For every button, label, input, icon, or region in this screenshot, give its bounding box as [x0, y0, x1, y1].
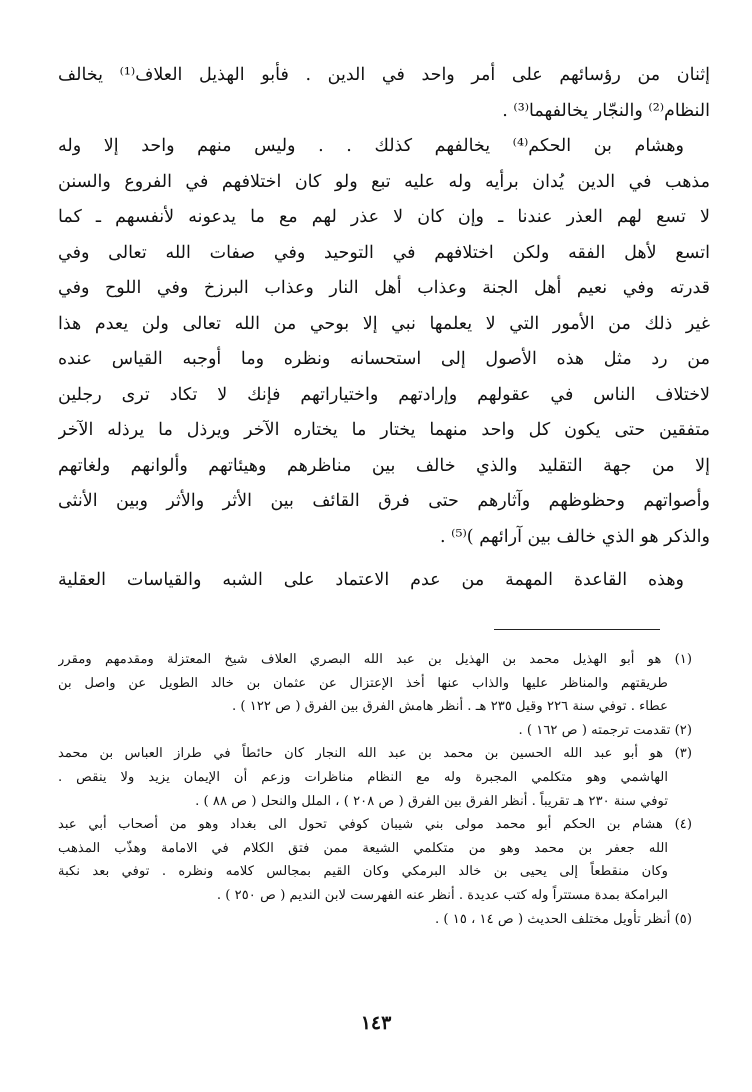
- footnote-separator: [494, 629, 660, 630]
- footnote-line: البرامكة بمدة مستتراً وله كتب عديدة . أنظر عنه الفهرست لابن النديم ( ص ٢٥٠ ) .: [216, 887, 668, 903]
- text-line: وهذه القاعدة المهمة من عدم الاعتماد على الشبه والقياسات العقلية: [58, 570, 684, 590]
- footnote-line: (٥) أنظر تأويل مختلف الحديث ( ص ١٤ ، ١٥ ) .: [435, 911, 692, 927]
- text-line: مذهب في الدين يُدان برأيه وله عليه تبع ولو كان اختلافهم في الفروع والسنن: [58, 171, 710, 192]
- footnote-line: الهاشمي وهو متكلمي المجبرة وله مع النظام مناظرات وزعم أن الإيمان يزيد ولا ينقص .: [58, 769, 668, 785]
- footnote-line: توفي سنة ٢٣٠ هـ تقريباً . أنظر الفرق بين الفرق ( ص ٢٠٨ ) ، الملل والنحل ( ص ٨٨ ) .: [195, 793, 668, 809]
- text-line: غير ذلك من الأمور التي لا يعلمها نبي إلا بوحي من الله تعالى ولن يعدم هذا: [58, 313, 710, 334]
- text-line: إثنان من رؤسائهم على أمر واحد في الدين . فأبو الهذيل العلاف⁽¹⁾ يخالف: [58, 65, 710, 85]
- footnote-line: الله جعفر بن محمد وهو من متكلمي الشيعة ممن فتق الكلام في الامامة وهذّب المذهب: [58, 840, 668, 856]
- text-line: إلا من جهة التقليد والذي خالف بين مناظرهم وهيئاتهم وألوانهم ولغاتهم: [58, 455, 710, 476]
- text-line: قدرته وفي نعيم أهل الجنة وعذاب أهل النار وعذاب البرزخ وفي اللوح وفي: [58, 278, 710, 298]
- footnote-line: (٤) هشام بن الحكم أبو محمد مولى بني شيبان كوفي تحول الى بغداد وهو من أصحاب أبي عبد: [58, 817, 692, 833]
- text-line: متفقين حتى يكون كل واحد منهما يختار ما يختاره الآخر ويرذل ما يرذله الآخر: [58, 420, 710, 440]
- footnote-line: (٣) هو أبو عبد الله الحسين بن محمد بن عبد الله النجار كان حائطاً في طراز العباس بن محمد: [58, 746, 692, 762]
- footnote-line: (٢) تقدمت ترجمته ( ص ١٦٢ ) .: [518, 722, 692, 738]
- page-number: ١٤٣: [360, 1012, 392, 1034]
- text-line: لا تسع لهم العذر عندنا ـ وإن كان لا عذر لهم مع ما يدعونه لأنفسهم ـ كما: [58, 207, 710, 227]
- footnote-line: عطاء . توفي سنة ٢٢٦ وقيل ٢٣٥ هـ . أنظر هامش الفرق بين الفرق ( ص ١٢٢ ) .: [232, 699, 668, 715]
- footnote-line: (١) هو أبو الهذيل محمد بن الهذيل بن عبد الله البصري العلاف شيخ المعتزلة ومقدمهم ومقرر: [58, 652, 692, 667]
- text-line: النظام⁽²⁾ والنجّار يخالفهما⁽³⁾ .: [502, 100, 710, 121]
- footnotes: [58, 648, 692, 931]
- footnote-line: وكان منقطعاً إلى يحيى بن خالد البرمكي وكان القيم بمجالس كلامه ونظره . توفي بعد نكبة: [58, 864, 668, 880]
- text-line: من رد مثل هذه الأصول إلى استحسانه ونظره وما أوجبه القياس عنده: [58, 349, 710, 369]
- main-text: [58, 58, 710, 599]
- text-line: وهشام بن الحكم⁽⁴⁾ يخالفهم كذلك . . وليس منهم واحد إلا وله: [58, 136, 684, 156]
- text-line: لاختلاف الناس في عقولهم وإرادتهم واختياراتهم فإنك لا تكاد ترى رجلين: [58, 384, 710, 405]
- text-line: اتسع لأهل الفقه ولكن اختلافهم في التوحيد وفي صفات الله تعالى وفي: [58, 242, 710, 263]
- footnote-line: طريقتهم والمناظر عليها والذاب عنها أخذ الإعتزال عن عثمان بن خالد الطويل عن واصل بن: [58, 675, 668, 691]
- text-line: وأصواتهم وحظوظهم وآثارهم حتى فرق القائف بين الأثر والأثر وبين الأنثى: [58, 491, 710, 511]
- text-line: والذكر هو الذي خالف بين آرائهم )⁽⁵⁾ .: [440, 526, 710, 547]
